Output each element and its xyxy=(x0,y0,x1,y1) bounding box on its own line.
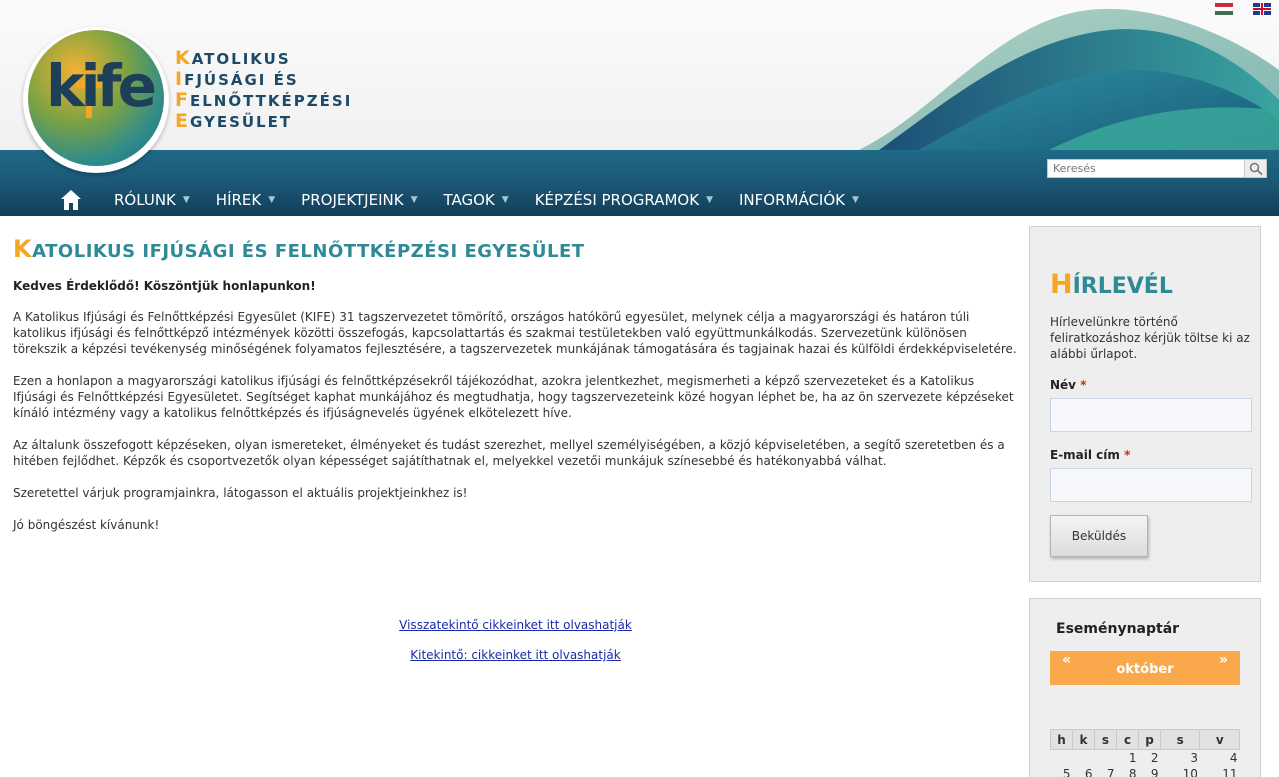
org-line-4: EGYESÜLET xyxy=(175,110,293,132)
chevron-down-icon: ▼ xyxy=(182,195,190,205)
weekday-header-row xyxy=(1051,730,1240,750)
chevron-down-icon: ▼ xyxy=(410,195,418,205)
calendar-day[interactable]: 9 xyxy=(1150,766,1159,777)
calendar-day xyxy=(1095,750,1117,766)
calendar-week-row xyxy=(1051,750,1240,766)
nav-item-hirek[interactable]: HÍREK ▼ xyxy=(215,191,276,209)
prev-month-button[interactable]: « xyxy=(1062,652,1072,668)
nav-menu xyxy=(60,186,885,214)
submit-button[interactable]: Beküldés xyxy=(1050,515,1148,557)
sidebar xyxy=(1029,226,1261,777)
home-icon[interactable] xyxy=(60,189,82,211)
welcome-text: Kedves Érdeklődő! Köszöntjük honlapunkon! xyxy=(13,279,316,293)
site-info-paragraph: Ezen a honlapon a magyarországi katolikus ifjúsági és felnőttképzésekről tájékozódhat, azokra jelentkezhet, megismerheti a képző szervezeteket és a Katolikus Ifjúsági és Felnőttképzési Egyesületet. Segítséget kaphat munkájához és megtudhatja, hogy tagszervezeteink közé hogyan léphet be, ha az ön szervezete képzéseket kínáló intézmény vagy a katolikus felnőttképzés és ifjúságnevelés ügyének elkötelezett híve. xyxy=(13,374,1014,420)
calendar-title: Eseménynaptár xyxy=(1056,621,1180,637)
calendar-day[interactable]: 7 xyxy=(1106,766,1115,777)
search-icon xyxy=(1249,162,1263,175)
chevron-down-icon: ▼ xyxy=(501,195,509,205)
calendar-grid xyxy=(1050,729,1240,777)
weekday-header: k xyxy=(1073,730,1095,750)
calendar-month: október xyxy=(1116,662,1174,677)
nav-item-tagok[interactable]: TAGOK ▼ xyxy=(443,191,509,209)
chevron-down-icon: ▼ xyxy=(268,195,276,205)
email-field[interactable] xyxy=(1050,468,1252,502)
weekday-header: s xyxy=(1161,730,1200,750)
hungarian-flag-icon[interactable] xyxy=(1215,3,1233,15)
calendar-day[interactable]: 2 xyxy=(1150,750,1159,765)
next-month-button[interactable]: » xyxy=(1218,652,1228,668)
calendar-day[interactable]: 10 xyxy=(1182,766,1198,777)
trainings-paragraph: Az általunk összefogott képzéseken, olyan ismereteket, élményeket és tudást szerezhet, mellyel személyiségében, a közjó képviseletében, a segítő szeretetben és a hitében fejlődhet. Képzők és csoportvezetők olyan képességet sajátíthatnak el, melyekkel vezetői munkájuk színesebbé és hatékonyabbá válhat. xyxy=(13,438,1005,468)
calendar-day[interactable]: 11 xyxy=(1222,766,1238,777)
logo-emblem xyxy=(28,30,164,166)
email-input[interactable] xyxy=(1051,469,1251,501)
chevron-down-icon: ▼ xyxy=(851,195,859,205)
calendar-day xyxy=(1073,750,1095,766)
calendar-day[interactable]: 4 xyxy=(1229,750,1238,765)
calendar-day[interactable]: 1 xyxy=(1128,750,1137,765)
org-line-2: IFJÚSÁGI ÉS xyxy=(175,68,299,90)
newsletter-description: Hírlevelünkre történő feliratkozáshoz kérjük töltse ki az alábbi űrlapot. xyxy=(1050,315,1250,361)
weekday-header: p xyxy=(1139,730,1161,750)
name-input[interactable] xyxy=(1051,399,1251,431)
page-title: KATOLIKUS IFJÚSÁGI ÉS FELNŐTTKÉPZÉSI EGYESÜLET xyxy=(13,235,585,263)
search-box xyxy=(1047,159,1267,178)
nav-item-informaciok[interactable]: INFORMÁCIÓK ▼ xyxy=(739,191,859,209)
required-mark: * xyxy=(1080,378,1087,392)
closing-paragraph: Jó böngészést kívánunk! xyxy=(13,518,160,532)
chevron-down-icon: ▼ xyxy=(706,195,713,205)
calendar-week-row xyxy=(1051,766,1240,777)
kife-logo[interactable] xyxy=(23,27,169,173)
calendar-day[interactable]: 3 xyxy=(1190,750,1198,765)
header-wave-graphic xyxy=(859,0,1279,150)
retrospective-articles-link[interactable]: Visszatekintő cikkeinket itt olvashatják xyxy=(399,618,632,632)
search-input[interactable] xyxy=(1048,160,1243,177)
calendar-day[interactable]: 8 xyxy=(1128,766,1137,777)
intro-paragraph: A Katolikus Ifjúsági és Felnőttképzési Egyesület (KIFE) 31 tagszervezetet tömörítő, országos hatókörű egyesület, melynek célja a magyarországi és határon túli katolikus ifjúsági és felnőttképző intézmények közötti összefogás, kapcsolattartás és szakmai testületekben való együttmunkálkodás. Szervezetünk különösen törekszik a képzési tevékenység minőségének folyamatos fejlesztésére, a tagszervezetek munkájának támogatására és tagjainak hazai és külföldi érdekképviseletére. xyxy=(13,310,1017,356)
required-mark: * xyxy=(1124,448,1131,462)
main-content xyxy=(13,235,1018,533)
weekday-header: h xyxy=(1051,730,1073,750)
calendar-day[interactable]: 5 xyxy=(1062,766,1071,777)
outlook-articles-link[interactable]: Kitekintő: cikkeinket itt olvashatják xyxy=(410,648,621,662)
name-field-label: Név * xyxy=(1050,378,1087,392)
main-navigation xyxy=(0,150,1279,216)
organization-name xyxy=(175,48,352,132)
weekday-header: c xyxy=(1117,730,1139,750)
site-header xyxy=(0,0,1279,150)
language-switcher xyxy=(1215,3,1271,15)
nav-item-projektjeink[interactable]: PROJEKTJEINK ▼ xyxy=(301,191,418,209)
uk-flag-icon[interactable] xyxy=(1253,3,1271,15)
newsletter-widget xyxy=(1029,226,1261,582)
nav-item-kepzesi-programok[interactable]: KÉPZÉSI PROGRAMOK ▼ xyxy=(534,191,713,209)
invitation-paragraph: Szeretettel várjuk programjainkra, látogasson el aktuális projektjeinkhez is! xyxy=(13,486,468,500)
logo-text: kife xyxy=(46,52,154,120)
org-line-1: KATOLIKUS xyxy=(175,47,291,69)
org-line-3: FELNŐTTKÉPZÉSI xyxy=(175,89,353,111)
weekday-header: v xyxy=(1200,730,1240,750)
search-button[interactable] xyxy=(1244,160,1266,177)
weekday-header: s xyxy=(1095,730,1117,750)
event-calendar-widget xyxy=(1029,598,1261,777)
calendar-day xyxy=(1051,750,1073,766)
calendar-day[interactable]: 6 xyxy=(1084,766,1093,777)
newsletter-title: HÍRLEVÉL xyxy=(1050,269,1173,300)
email-field-label: E-mail cím * xyxy=(1050,448,1131,462)
article-links xyxy=(13,618,1018,678)
calendar-month-header xyxy=(1050,651,1240,685)
name-field[interactable] xyxy=(1050,398,1252,432)
nav-item-rolunk[interactable]: RÓLUNK ▼ xyxy=(114,191,190,209)
